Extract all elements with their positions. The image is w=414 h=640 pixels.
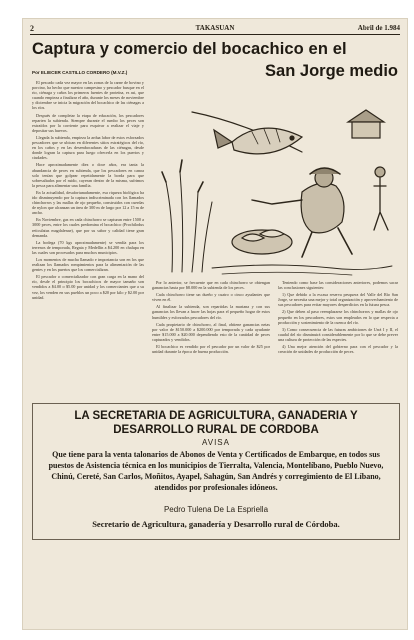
notice-heading-line2: DESARROLLO RURAL DE CORDOBA (113, 424, 319, 436)
header-rule (30, 34, 400, 35)
notice-body: Que tiene para la venta talonarios de Abonos de Venta y Certificados de Embarque, en todos sus puestos de Asistencia técnica en los municipios de Tierralta, Valencia, Montelíbano, Pueblo Nuevo, Chinú, Cereté, San Carlos, Moñitos, Ayapel, Sahagún, San Andrés y corregimiento de El Líbano, atendidos por profesionales idóneos. (48, 450, 384, 492)
paragraph: Cada chinchorro tiene un dueño y cuatro o cinco ayudantes que viven en él. (152, 292, 270, 303)
paragraph: La bodega (70 kgs aproximadamente) se vendía para los terrenos de temporada, Regata y Medellín a $4.200 en chalupa en las cuales son procesados para muchos municipios. (32, 239, 144, 255)
article-title-line2: San Jorge medio (265, 62, 398, 80)
newspaper-page (22, 18, 408, 630)
issue-date: Abril de 1.984 (357, 24, 400, 32)
secretaria-notice-box (32, 403, 400, 540)
article-byline: Por ELIECER CASTILLO CORDERO (M.V.Z.) (32, 70, 128, 75)
paragraph: Los momentos de mucha llamado e importancia son en los que realizan los llamados rompimientos para la alimentación de las gentes y en los puertos que los comercializan. (32, 257, 144, 273)
notice-signatory: Pedro Tulena De La Espriella (163, 505, 269, 514)
paragraph: En Noviembre, gas en cada chinchorro se capturan entre 1500 a 3000 peces, entre los cuales predomina el bocachico (Prochilodus reticulatus magdalenae), que por su sabor y calidad tiene gran demanda. (32, 217, 144, 238)
notice-avisa: AVISA (202, 438, 230, 447)
paragraph: Llegada la subienda, empieza la ardua labor de estos esforzados pescadores que se ubican en diferentes sitios estratégicos del río, en los caños y en las desembocaduras de las ciénagas, desde donde logran la captura para luego ofrecerla en los puertos y ciudades. (32, 134, 144, 161)
paragraph: 2) Que deben al paso reemplazarse los chinchorros y mallas de ojo pequeño en los pescadores, estos son empleados en lo que respecta a producción y sostenimiento de la cuenca del río. (278, 309, 398, 325)
article-title-line1: Captura y comercio del bocachico en el (32, 40, 347, 58)
paragraph: Teniendo como base las consideraciones anteriores, podemos sacar las conclusiones siguientes: (278, 280, 398, 291)
paragraph: En la actualidad, desafortunadamente, esa riqueza biológica ha ido disminuyendo por la captura indiscriminada con los llamados chinchorros y las mallas de ojo pequeño, construidos con cuerdas de nylon que alcanzan un área de 300 m de largo por 12 a 15 m de ancho. (32, 189, 144, 216)
paragraph: Hace aproximadamente diez o doce años, era tanta la abundancia de peces en subienda, que los pescadores en canoa solo tenían que golpear repetidamente la borda para que sobresaltados por el ruido, cayeran dentro de la misma, sufrimos la pesca para alimentar una familia. (32, 162, 144, 188)
article-column-1 (32, 80, 144, 396)
notice-footer: Secretario de Agricultura, ganadería y Desarrollo rural de Córdoba. (92, 519, 340, 529)
paragraph: El bocachico es vendido por el pescador por un valor de $25 por unidad durante la época de buena producción. (152, 344, 270, 355)
article-column-2 (152, 280, 270, 396)
fisherman-with-fish-icon (152, 82, 400, 278)
paragraph: Por lo anterior, se frecuente que en cada chinchorro se obtengan ganancias hasta por $8.000 en la subienda de los peces. (152, 280, 270, 291)
paragraph: El pescador o comercializador con gran carga en la mano del río, desde el principio los bocachicos de mayor tamaño son vendidos a $4.00 o $5.00 por unidad y los comerciantes que a su vez, los venden en sus pueblos un poco a $20 por kilo y $2.00 por unidad. (32, 274, 144, 300)
paragraph: Cada propietario de chinchorro, al final, obtiene ganancias netas por valor de $150.000 a $200.000 por temporada y cada ayudante entre $15.000 a $20.000 dependiendo esto de la cantidad de peces capturados y vendidos. (152, 321, 270, 342)
page-number: 2 (30, 24, 34, 33)
paragraph: 1) Que debido a la escasa reserva pesquera del Valle del Río San Jorge, se necesita una mejor y total organización y aprovechamiento de sus pescadores para evitar mayores desperdicios en la futura pesca. (278, 292, 398, 308)
paragraph: Al finalizar la subienda, son repartidas la mariana y con sus ganancias los llevan a hacer las hojas para el pequeño hogar de estos humildes y esforzados pescadores del río. (152, 304, 270, 320)
article-column-3 (278, 280, 398, 396)
paragraph: 3) Como consecuencia de las futuras ambiciones de Urrá I y II, el caudal del río disminuirá considerablemente por lo que se debe prever una cultura de protección de las especies. (278, 326, 398, 342)
paragraph: 4) Una mejor atención del gobierno para con el pescador y la creación de unidades de producción de peces. (278, 344, 398, 355)
notice-heading-line1: LA SECRETARIA DE AGRICULTURA, GANADERIA Y (74, 410, 358, 422)
paragraph: El pescado cada vez mayor en las zonas de la carne de bovino y porcino, ha hecho que nuestro campesino y pescador busque en el rio, ciénaga y caños los primeros fuentes de proteína, es asi, que cuando empieza a finalizar el año, durante los meses de noviembre y diciembre se inicia la migración del bocachico de las ciénagas a los ríos. (32, 80, 144, 111)
publication-name: TAKASUAN (195, 24, 235, 32)
paragraph: Después de completar la etapa de educación, los pescadores reparten la subienda. Siempre durante el rumbo los peces son extraídos por la corriente para esquivar a realizar el viaje y depositar sus huevos. (32, 112, 144, 133)
